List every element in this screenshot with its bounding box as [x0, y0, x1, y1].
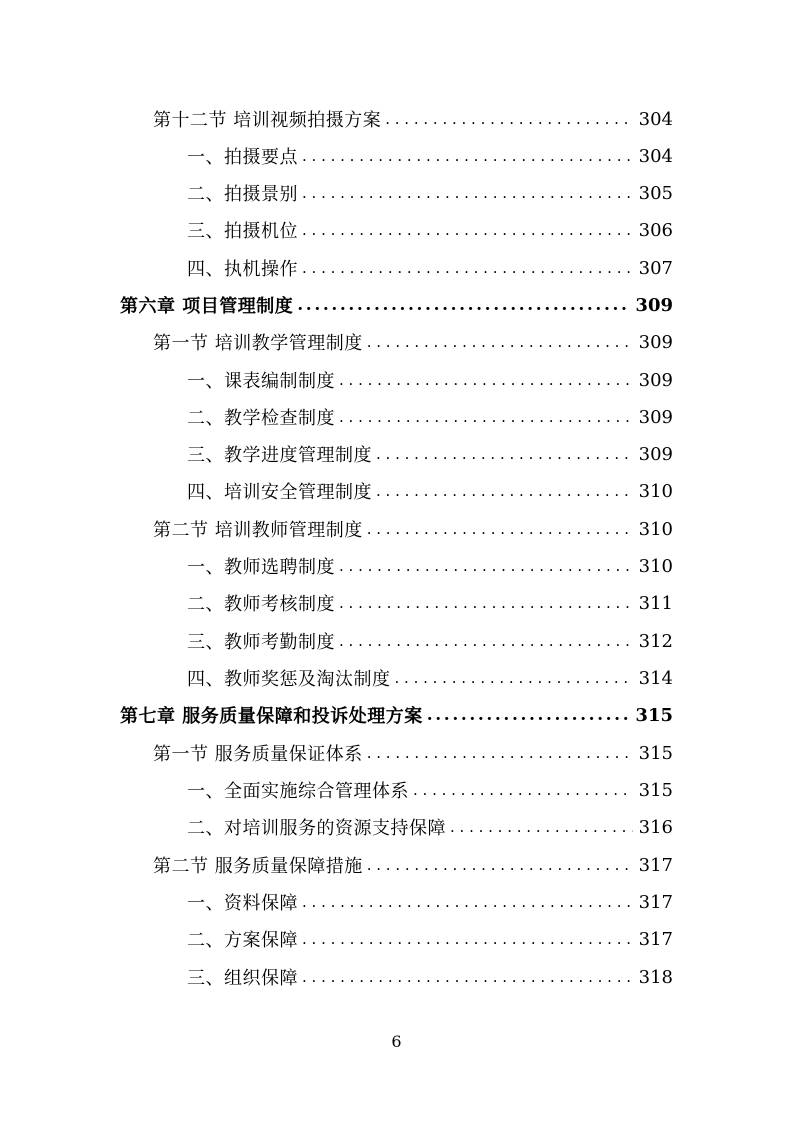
toc-entry-title: 第二节 服务质量保障措施 [153, 856, 363, 877]
toc-entry-title: 二、拍摄景别 [187, 184, 298, 205]
toc-entry[interactable] [153, 328, 673, 356]
toc-entry-page: 315 [638, 779, 673, 801]
toc-entry[interactable] [187, 216, 673, 244]
toc-entry-page: 311 [638, 592, 673, 614]
toc-entry[interactable] [153, 105, 673, 133]
toc-entry[interactable] [187, 366, 673, 394]
toc-entry[interactable] [187, 888, 673, 916]
toc-entry[interactable] [187, 813, 673, 841]
toc-entry-title: 四、执机操作 [187, 259, 298, 280]
toc-entry-page: 310 [638, 480, 673, 502]
dot-leader [302, 925, 633, 953]
toc-entry-page: 309 [635, 294, 673, 316]
dot-leader [339, 589, 633, 617]
toc-entry[interactable] [187, 664, 673, 692]
dot-leader [302, 254, 633, 282]
toc-entry-page: 318 [638, 966, 673, 988]
dot-leader [339, 403, 633, 431]
toc-entry-title: 一、课表编制制度 [187, 371, 335, 392]
toc-entry[interactable] [187, 477, 673, 505]
toc-entry[interactable] [153, 851, 673, 879]
toc-entry-page: 309 [638, 369, 673, 391]
dot-leader [376, 440, 633, 468]
dot-leader [339, 366, 633, 394]
dot-leader [297, 291, 629, 319]
toc-entry-title: 四、教师奖惩及淘汰制度 [187, 669, 391, 690]
toc-entry-title: 二、对培训服务的资源支持保障 [187, 818, 446, 839]
toc-entry-page: 315 [635, 704, 673, 726]
dot-leader [367, 851, 633, 879]
page-number: 6 [391, 1032, 402, 1051]
toc-entry-page: 310 [638, 555, 673, 577]
dot-leader [302, 216, 633, 244]
toc-entry-title: 第二节 培训教师管理制度 [153, 520, 363, 541]
toc-entry-title: 第六章 项目管理制度 [120, 296, 294, 317]
dot-leader [367, 328, 633, 356]
toc-entry-title: 二、方案保障 [187, 930, 298, 951]
toc-entry-title: 第一节 服务质量保证体系 [153, 744, 363, 765]
toc-entry-page: 309 [638, 443, 673, 465]
dot-leader [302, 142, 633, 170]
toc-entry-title: 四、培训安全管理制度 [187, 482, 372, 503]
dot-leader [302, 888, 633, 916]
toc-entry-page: 316 [638, 816, 673, 838]
toc-entry[interactable] [187, 403, 673, 431]
toc-entry-title: 三、组织保障 [187, 968, 298, 989]
toc-entry-title: 一、资料保障 [187, 893, 298, 914]
toc-entry-title: 二、教学检查制度 [187, 408, 335, 429]
toc-entry-page: 304 [638, 108, 673, 130]
dot-leader [385, 105, 632, 133]
toc-entry[interactable] [187, 552, 673, 580]
toc-entry-title: 第十二节 培训视频拍摄方案 [153, 110, 382, 131]
toc-entry-page: 304 [638, 145, 673, 167]
toc-entry-page: 317 [638, 891, 673, 913]
toc-entry[interactable] [187, 963, 673, 991]
toc-entry-title: 三、教师考勤制度 [187, 632, 335, 653]
toc-entry-page: 307 [638, 257, 673, 279]
toc-entry-title: 第一节 培训教学管理制度 [153, 333, 363, 354]
toc-entry-title: 三、拍摄机位 [187, 221, 298, 242]
dot-leader [376, 477, 633, 505]
dot-leader [302, 963, 633, 991]
toc-entry-page: 309 [638, 331, 673, 353]
toc-entry[interactable] [187, 142, 673, 170]
toc-entry-page: 317 [638, 928, 673, 950]
dot-leader [339, 552, 633, 580]
toc-entry[interactable] [187, 179, 673, 207]
toc-entry-chapter[interactable] [120, 701, 673, 729]
toc-entry-title: 二、教师考核制度 [187, 594, 335, 615]
dot-leader [427, 701, 630, 729]
toc-entry[interactable] [187, 440, 673, 468]
toc-entry-title: 一、教师选聘制度 [187, 557, 335, 578]
toc-entry[interactable] [187, 776, 673, 804]
toc-entry-page: 317 [638, 854, 673, 876]
dot-leader [302, 179, 633, 207]
toc-entry[interactable] [153, 515, 673, 543]
toc-entry-page: 310 [638, 518, 673, 540]
toc-entry[interactable] [187, 589, 673, 617]
toc-entry-page: 312 [638, 630, 673, 652]
toc-entry-title: 一、拍摄要点 [187, 147, 298, 168]
toc-entry-title: 第七章 服务质量保障和投诉处理方案 [120, 706, 423, 727]
toc-entry-chapter[interactable] [120, 291, 673, 319]
dot-leader [450, 813, 633, 841]
dot-leader [339, 627, 633, 655]
toc-entry[interactable] [187, 925, 673, 953]
toc-entry-title: 三、教学进度管理制度 [187, 445, 372, 466]
toc-entry-page: 305 [638, 182, 673, 204]
toc-entry[interactable] [187, 254, 673, 282]
toc-entry[interactable] [153, 739, 673, 767]
dot-leader [367, 515, 633, 543]
dot-leader [367, 739, 633, 767]
toc-entry[interactable] [187, 627, 673, 655]
toc-entry-page: 314 [638, 667, 673, 689]
toc-entry-page: 309 [638, 406, 673, 428]
dot-leader [395, 664, 633, 692]
toc-entry-page: 306 [638, 219, 673, 241]
toc-entry-page: 315 [638, 742, 673, 764]
dot-leader [413, 776, 633, 804]
toc-entry-title: 一、全面实施综合管理体系 [187, 781, 409, 802]
